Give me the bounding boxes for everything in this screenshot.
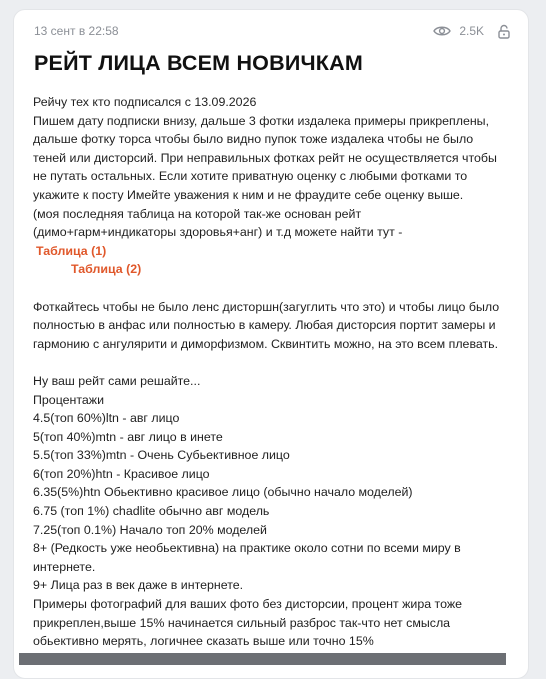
post-date: 13 сент в 22:58 (34, 24, 119, 38)
views-count: 2.5K (459, 24, 484, 38)
post-line: дальше фотку торса чтобы было видно пупок тоже издалека чтобы не было (33, 132, 474, 147)
post-line: 4.5(топ 60%)ltn - авг лицо (33, 411, 180, 426)
post-title: РЕЙТ ЛИЦА ВСЕМ НОВИЧКАМ (34, 51, 363, 75)
eye-icon (433, 25, 451, 37)
post-line: 6(топ 20%)htn - Красивое лицо (33, 466, 210, 481)
table-link-2[interactable]: Таблица (2) (71, 262, 142, 277)
post-meta (34, 21, 510, 41)
lock-open-icon[interactable] (498, 24, 510, 39)
post-stats (433, 21, 510, 41)
post-line: обьективно мерять, логичнее сказать выше или точно 15% (33, 634, 374, 649)
table-link-1[interactable]: Таблица (1) (36, 243, 107, 258)
post-line: 9+ Лица раз в век даже в интернете. (33, 578, 244, 593)
post-body (33, 93, 518, 669)
post-line: 5.5(топ 33%)mtn - Очень Субьективное лицо (33, 448, 290, 463)
post-line: (димо+гарм+индикаторы здоровья+анг) и т.д можете найти тут - (33, 225, 403, 240)
post-card (13, 9, 529, 679)
attached-photo-preview[interactable] (19, 653, 506, 665)
post-line: Фоткайтесь чтобы не было ленс дисторшн(загуглить что это) и чтобы лицо было (33, 299, 500, 314)
post-line: интернете. (33, 559, 96, 574)
post-line: гармонию с ангулярити и диморфизмом. Сквинтить можно, на это всем плевать. (33, 336, 499, 351)
post-line: Рейчу тех кто подписался с 13.09.2026 (33, 95, 257, 109)
post-line: 6.75 (топ 1%) chadlite обычно авг модель (33, 504, 270, 519)
post-line: укажите к посту Имейте уважения к ним и не фраудите себе оценку выше. (33, 187, 464, 202)
post-line: 5(топ 40%)mtn - авг лицо в инете (33, 429, 223, 444)
post-line: не путать остальных. Если хотите приватную оценку с любыми фотками то (33, 169, 468, 184)
post-line: Пишем дату подписки внизу, дальше 3 фотки издалека примеры прикреплены, (33, 113, 490, 128)
post-line: полностью в анфас или полностью в камеру. Любая дисторсия портит замеры и (33, 318, 496, 333)
post-line: (моя последняя таблица на которой так-же основан рейт (33, 206, 362, 221)
post-line: прикреплен,выше 15% начинается сильный разброс так-что нет смысла (33, 615, 451, 630)
spacer (33, 279, 518, 298)
post-line: 8+ (Редкость уже необьективна) на практике около сотни по всеми миру в (33, 541, 461, 556)
spacer (33, 353, 518, 372)
post-line: Ну ваш рейт сами решайте... (33, 373, 201, 388)
post-line: Процентажи (33, 392, 105, 407)
post-line: 7.25(топ 0.1%) Начало топ 20% моделей (33, 522, 267, 537)
post-line: теней или дисторсий. При неправильных фотках рейт не осуществляется чтобы (33, 150, 497, 165)
post-line: 6.35(5%)htn Обьективно красивое лицо (обычно начало моделей) (33, 485, 413, 500)
post-line: Примеры фотографий для ваших фото без дисторсии, процент жира тоже (33, 597, 463, 612)
